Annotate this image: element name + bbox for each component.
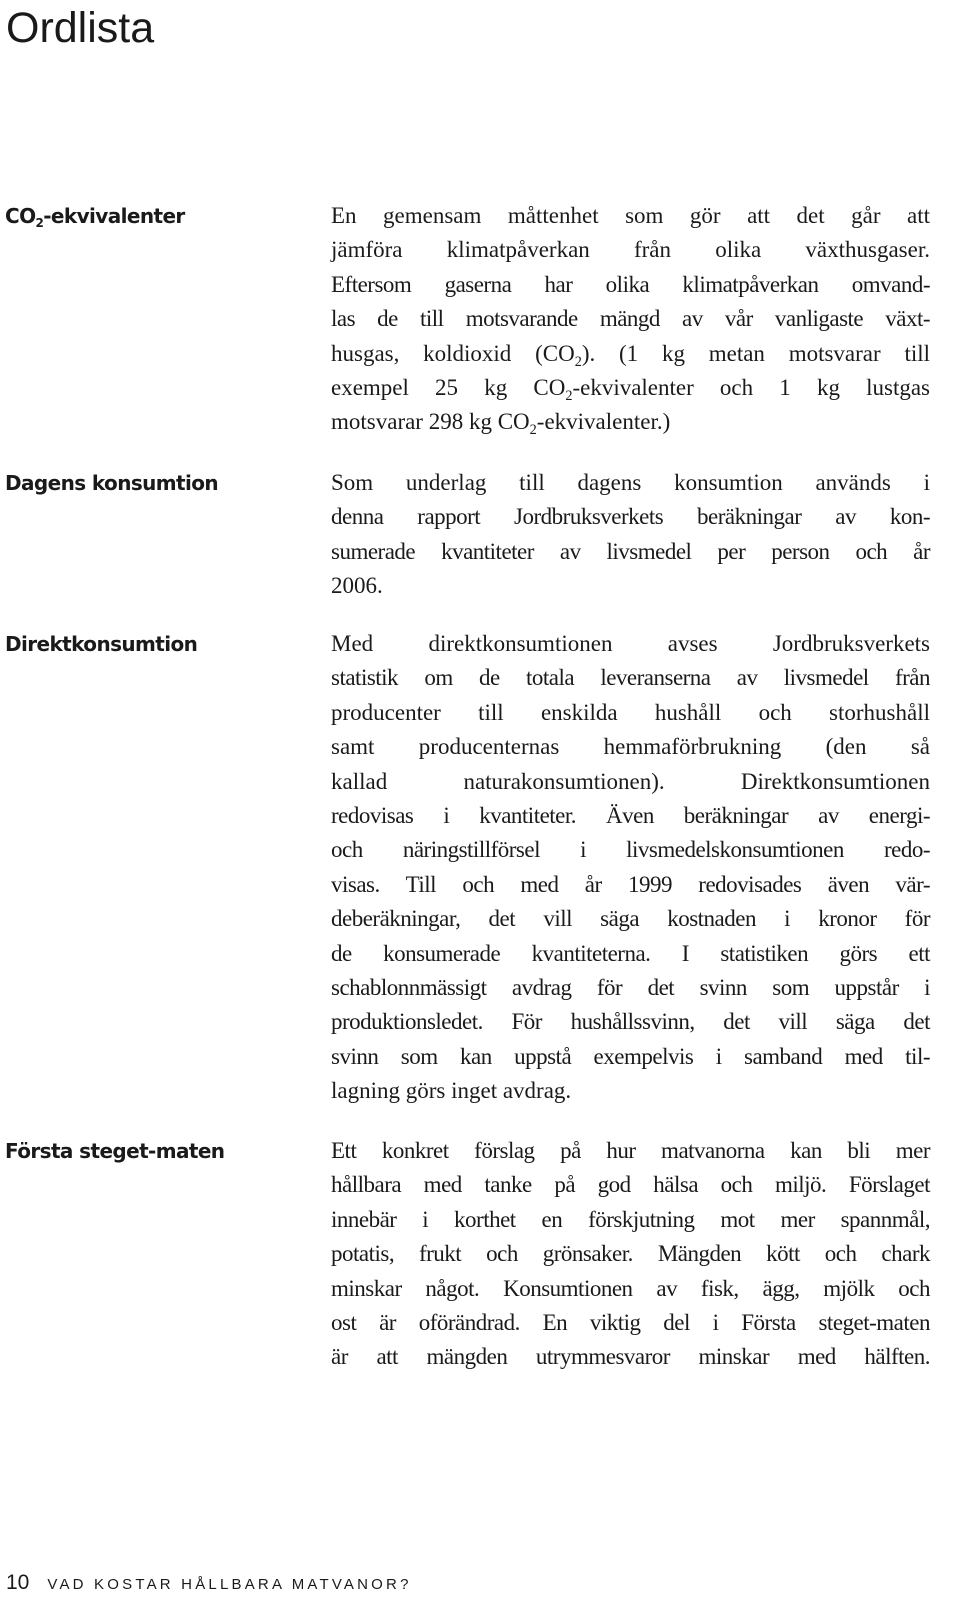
glossary-term: Direktkonsumtion	[5, 632, 198, 656]
definition-line: deberäkningar, det vill säga kostnaden i kronor för	[331, 906, 930, 932]
definition-line: producenter till enskilda hushåll och storhushåll	[331, 699, 930, 725]
definition-line: schablonnmässigt avdrag för det svinn som uppstår i	[331, 975, 930, 1001]
term-subscript: 2	[35, 216, 44, 231]
definition-line: Som underlag till dagens konsumtion används i	[331, 470, 930, 495]
glossary-definition	[331, 627, 930, 1109]
definition-line: potatis, frukt och grönsaker. Mängden kött och chark	[331, 1241, 930, 1267]
glossary-definition	[331, 199, 930, 440]
page-footer	[6, 1571, 412, 1595]
running-title: VAD KOSTAR HÅLLBARA MATVANOR?	[47, 1576, 412, 1593]
definition-line: husgas, koldioxid $(CO_2)$. (1 kg metan motsvarar till	[331, 340, 931, 370]
definition-line: 2006.	[331, 573, 383, 599]
definition-line: Med direktkonsumtionen avses Jordbruksverkets	[331, 631, 930, 656]
definition-line: visas. Till och med år 1999 redovisades även vär-	[331, 871, 930, 897]
definition-line: Eftersom gaserna har olika klimatpåverkan omvand-	[331, 271, 930, 297]
definition-line: hållbara med tanke på god hälsa och miljö. Förslaget	[331, 1172, 930, 1198]
definition-line: motsvarar 298 kg $CO_2-ekvivalenter$.)	[331, 409, 671, 439]
glossary-term: Första steget-maten	[5, 1139, 225, 1163]
definition-line: redovisas i kvantiteter. Även beräkningar av energi-	[331, 803, 930, 829]
definition-line: svinn som kan uppstå exempelvis i samband med til-	[331, 1043, 930, 1069]
glossary-term: Dagens konsumtion	[5, 471, 219, 495]
term-text: CO	[5, 204, 36, 228]
definition-line: de konsumerade kvantiteterna. I statistiken görs ett	[331, 940, 930, 966]
definition-line: minskar något. Konsumtionen av fisk, ägg, mjölk och	[331, 1275, 930, 1301]
term-text-rest: -ekvivalenter	[43, 204, 185, 228]
definition-line: ost är oförändrad. En viktig del i Första steget-maten	[331, 1310, 930, 1336]
definition-line: denna rapport Jordbruksverkets beräkningar av kon-	[331, 504, 930, 530]
definition-line: En gemensam måttenhet som gör att det går att	[331, 203, 930, 228]
page-title: Ordlista	[6, 4, 155, 52]
definition-line: och näringstillförsel i livsmedelskonsumtionen redo-	[331, 837, 930, 863]
definition-line: las de till motsvarande mängd av vår vanligaste växt-	[331, 306, 930, 332]
page-number: 10	[6, 1571, 30, 1594]
definition-line: Ett konkret förslag på hur matvanorna kan bli mer	[331, 1138, 930, 1163]
definition-line: är att mängden utrymmesvaror minskar med hälften.	[331, 1344, 930, 1370]
definition-line: samt producenternas hemmaförbrukning (den så	[331, 734, 930, 760]
definition-line: sumerade kvantiteter av livsmedel per person och år	[331, 538, 930, 564]
definition-line: kallad naturakonsumtionen). Direktkonsumtionen	[331, 768, 930, 794]
definition-line: jämföra klimatpåverkan från olika växthusgaser.	[331, 237, 930, 263]
definition-line: exempel 25 kg $CO_2$-ekvivalenter och 1 kg lustgas	[331, 375, 930, 405]
glossary-definition	[331, 1134, 930, 1375]
definition-line: lagning görs inget avdrag.	[331, 1078, 572, 1104]
glossary-term	[5, 199, 185, 233]
definition-line: innebär i korthet en förskjutning mot mer spannmål,	[331, 1206, 930, 1232]
glossary-definition	[331, 466, 930, 604]
definition-line: produktionsledet. För hushållssvinn, det vill säga det	[331, 1009, 930, 1035]
definition-line: statistik om de totala leveranserna av livsmedel från	[331, 665, 930, 691]
